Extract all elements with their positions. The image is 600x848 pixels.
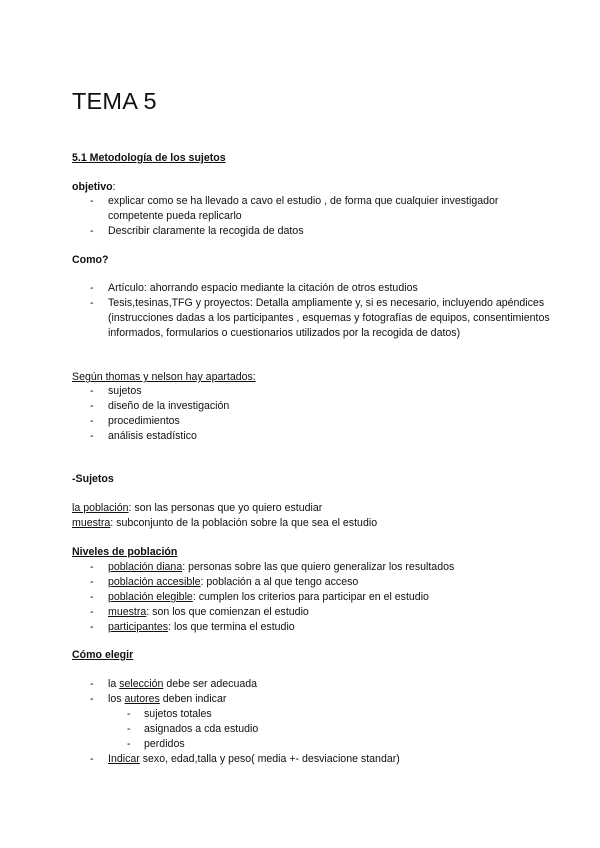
list-item [72,692,257,707]
sub-list-item: - sujetos totales [72,707,258,722]
list-item: - Tesis,tesinas,TFG y proyectos: Detalla ampliamente y, si es necesario, incluyendo apéndices (instrucciones dadas a los participantes , esquemas y fotografías de equipos, consentimientos informados, formularios o cuestionarios utilizados por la recogida de datos) [72,296,553,341]
list-item: - diseño de la investigación [72,399,229,414]
poblacion-definition [72,501,322,515]
list-item [72,677,257,692]
list-item [72,605,454,620]
nivel-def: : los que termina el estudio [168,621,295,633]
nivel-def: : cumplen los criterios para participar en el estudio [192,591,429,603]
nivel-term: población elegible [108,591,193,603]
section-heading-metodologia: 5.1 Metodología de los sujetos [72,152,226,164]
niveles-list [72,560,454,635]
apartados-list [72,384,229,444]
list-item: - Describir claramente la recogida de datos [72,224,548,239]
list-item [72,752,400,767]
list-item: - procedimientos [72,414,229,429]
como-label: Como? [72,254,109,266]
niveles-heading: Niveles de población [72,546,178,558]
seleccion-term: selección [119,678,164,690]
indicar-list [72,752,400,767]
thomas-nelson-label: Según thomas y nelson hay apartados: [72,371,256,383]
list-item: - sujetos [72,384,229,399]
nivel-term: población diana [108,561,183,573]
objetivo-colon: : [112,181,116,193]
objetivo-list [72,194,548,239]
nivel-def: : personas sobre las que quiero generalizar los resultados [182,561,455,573]
muestra-term: muestra [72,517,111,529]
item-text: debe ser adecuada [163,678,258,690]
nivel-term: muestra [108,606,147,618]
nivel-term: población accesible [108,576,201,588]
objetivo-label: objetivo [72,181,113,193]
list-item: - explicar como se ha llevado a cavo el estudio , de forma que cualquier investigador competente pueda replicarlo [72,194,548,224]
list-item [72,590,454,605]
item-text: la [108,678,120,690]
list-item: - Artículo: ahorrando espacio mediante la citación de otros estudios [72,281,553,296]
item-text: los [108,693,125,705]
autores-sub-list [72,707,258,752]
como-list [72,281,553,341]
sub-list-item: - perdidos [72,737,258,752]
sujetos-heading: -Sujetos [72,473,114,485]
list-item: - análisis estadístico [72,429,229,444]
item-text: sexo, edad,talla y peso( media +- desviacione standar) [139,753,400,765]
autores-term: autores [124,693,160,705]
nivel-def: : son los que comienzan el estudio [146,606,309,618]
como-elegir-list [72,677,257,707]
sub-list-item: - asignados a cda estudio [72,722,258,737]
objetivo-label-line [72,180,116,194]
indicar-term: Indicar [108,753,140,765]
poblacion-def: : son las personas que yo quiero estudiar [128,502,323,514]
list-item [72,620,454,635]
item-text: deben indicar [159,693,227,705]
nivel-def: : población a al que tengo acceso [200,576,359,588]
list-item [72,575,454,590]
poblacion-term: la población [72,502,129,514]
muestra-def: : subconjunto de la población sobre la que sea el estudio [110,517,378,529]
list-item [72,560,454,575]
muestra-definition [72,516,377,530]
page-title: TEMA 5 [72,88,157,114]
como-elegir-heading: Cómo elegir [72,649,134,661]
nivel-term: participantes [108,621,169,633]
